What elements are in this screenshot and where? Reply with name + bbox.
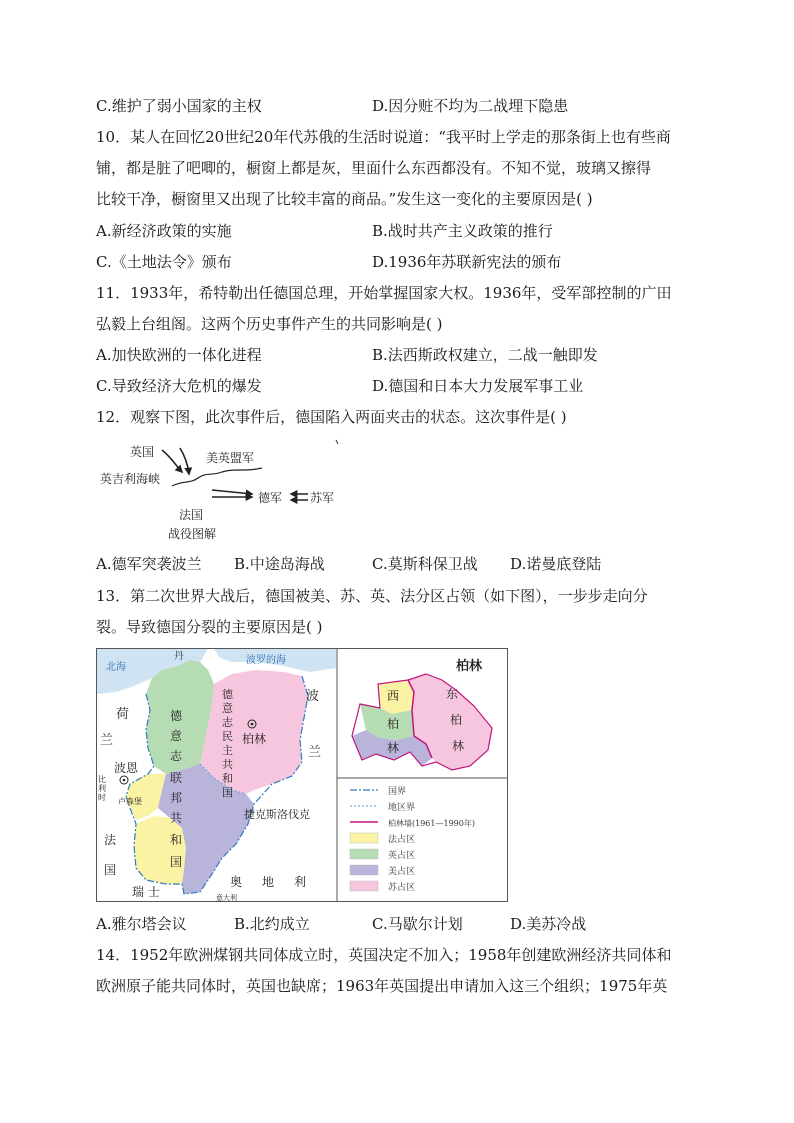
frg-char-5: 邦 (170, 791, 183, 805)
q10-option-c: C.《土地法令》颁布 (96, 253, 232, 271)
italy-label: 意大利 (216, 894, 237, 902)
allied-arrow-2 (180, 448, 189, 474)
q10-stem-line-2: 铺，都是脏了吧唧的，橱窗上都是灰，里面什么东西都没有。不知不觉，玻璃又擦得 (96, 159, 652, 177)
q13-stem-line-1: 13．第二次世界大战后，德国被美、苏、英、法分区占领（如下图），一步步走向分 (96, 587, 648, 605)
north-sea-label: 北海 (106, 662, 126, 673)
q13-option-d: D.美苏冷战 (510, 915, 587, 933)
german-label: 德军 (258, 491, 283, 505)
poland-label-2: 兰 (308, 745, 322, 760)
netherlands-label-1: 荷 (116, 707, 130, 722)
gdr-char-2: 意 (222, 702, 233, 715)
inset-east-bo: 柏 (450, 713, 463, 727)
q11-option-a: A.加快欧洲的一体化进程 (96, 346, 262, 364)
frg-char-8: 国 (170, 855, 183, 869)
allied-arrow-1 (162, 450, 182, 472)
inset-west-bo: 柏 (387, 717, 400, 731)
inset-west-lin: 林 (387, 741, 400, 755)
legend-soviet-zone-label: 苏占区 (388, 883, 416, 893)
frg-char-6: 共 (170, 811, 183, 825)
gdr-char-5: 主 (222, 744, 233, 757)
q10-stem-line-1: 10．某人在回忆20世纪20年代苏俄的生活时说道：“我平时上学走的那条街上也有些商 (96, 128, 671, 146)
france-label: 法国 (179, 508, 204, 522)
luxembourg-label: 卢森堡 (118, 797, 142, 806)
diagram-caption: 战役图解 (168, 527, 217, 541)
austria-char-2: 地 (262, 875, 275, 889)
legend-national-border-label: 国界 (388, 787, 407, 797)
legend-french-zone-swatch (350, 833, 378, 843)
inset-east-lin: 林 (452, 739, 465, 753)
q10-stem-line-3: 比较干净，橱窗里又出现了比较丰富的商品。”发生这一变化的主要原因是( ) (96, 190, 593, 208)
q13-option-c: C.马歇尔计划 (372, 915, 463, 933)
germany-occupation-map (96, 648, 508, 902)
belgium-char-1: 比 (98, 775, 106, 784)
legend-british-zone-swatch (350, 849, 378, 859)
inset-west-label: 西 (387, 689, 400, 703)
austria-char-1: 奥 (230, 875, 243, 889)
q11-option-c: C.导致经济大危机的爆发 (96, 377, 262, 395)
frg-char-3: 志 (170, 749, 183, 763)
gdr-label (222, 688, 234, 799)
bonn-label: 波恩 (114, 761, 139, 775)
q10-option-a: A.新经济政策的实施 (96, 222, 232, 240)
belgium-char-2: 利 (98, 784, 106, 793)
belgium-char-3: 时 (98, 793, 106, 802)
q14-stem-line-1: 14．1952年欧洲煤钢共同体成立时，英国决定不加入；1958年创建欧洲经济共同体和 (96, 946, 672, 964)
soviet-label: 苏军 (310, 491, 335, 505)
gdr-char-7: 和 (222, 772, 233, 785)
q13-stem-line-2: 裂。导致德国分裂的主要原因是( ) (96, 618, 323, 636)
france-label-2: 国 (104, 863, 117, 877)
q12-option-d: D.诺曼底登陆 (510, 555, 602, 573)
q9-option-d: D.因分赃不均为二战埋下隐患 (372, 97, 569, 115)
q12-option-a: A.德军突袭波兰 (96, 555, 202, 573)
czech-label: 捷克斯洛伐克 (244, 808, 310, 821)
netherlands-label-2: 兰 (100, 733, 114, 748)
legend-french-zone-label: 法占区 (388, 835, 416, 845)
q12-option-b: B.中途岛海战 (234, 555, 325, 573)
gdr-char-3: 志 (222, 716, 233, 729)
stray-mark (336, 440, 338, 444)
q10-option-b: B.战时共产主义政策的推行 (372, 222, 553, 240)
bonn-marker-dot (123, 779, 126, 782)
frg-char-4: 联 (170, 771, 183, 785)
q13-option-b: B.北约成立 (234, 915, 310, 933)
poland-label-1: 波 (306, 689, 320, 704)
french-zone-south (134, 816, 186, 884)
legend-british-zone-label: 英占区 (388, 851, 416, 861)
q11-option-d: D.德国和日本大力发展军事工业 (372, 377, 584, 395)
channel-label: 英吉利海峡 (100, 472, 161, 486)
german-arrow-1 (212, 490, 252, 494)
legend-american-zone-swatch (350, 865, 378, 875)
frg-char-2: 意 (170, 729, 183, 743)
q12-option-c: C.莫斯科保卫战 (372, 555, 478, 573)
berlin-marker-dot (251, 723, 254, 726)
legend-berlin-wall-label: 柏林墙(1961—1990年) (388, 819, 475, 828)
coastline (172, 468, 262, 486)
switzerland-label: 瑞 士 (132, 885, 160, 899)
legend-american-zone-label: 美占区 (388, 867, 416, 877)
france-label-1: 法 (104, 833, 117, 847)
legend-regional-border-label: 地区界 (388, 803, 416, 813)
austria-char-3: 利 (294, 875, 307, 889)
berlin-label: 柏林 (242, 732, 267, 746)
gdr-char-1: 德 (222, 688, 233, 701)
gdr-char-8: 国 (222, 786, 233, 799)
inset-title: 柏林 (456, 659, 483, 674)
q11-stem-line-1: 11．1933年，希特勒出任德国总理，开始掌握国家大权。1936年，受军部控制的广田 (96, 284, 672, 302)
england-label: 英国 (130, 445, 155, 459)
inset-east-label: 东 (446, 687, 459, 701)
battle-diagram (96, 436, 346, 546)
q9-option-c: C.维护了弱小国家的主权 (96, 97, 262, 115)
q12-stem: 12．观察下图，此次事件后，德国陷入两面夹击的状态。这次事件是( ) (96, 408, 567, 426)
legend-soviet-zone-swatch (350, 881, 378, 891)
q10-option-d: D.1936年苏联新宪法的颁布 (372, 253, 562, 271)
frg-char-7: 和 (170, 833, 183, 847)
q14-stem-line-2: 欧洲原子能共同体时，英国也缺席；1963年英国提出申请加入这三个组织；1975年英 (96, 977, 668, 995)
q11-stem-line-2: 弘毅上台组阁。这两个历史事件产生的共同影响是( ) (96, 315, 443, 333)
denmark-label: 丹 (174, 651, 184, 662)
allies-label: 美英盟军 (206, 451, 255, 465)
gdr-char-6: 共 (222, 758, 233, 771)
baltic-sea-label: 波罗的海 (246, 655, 286, 666)
frg-char-1: 德 (170, 709, 183, 723)
q13-option-a: A.雅尔塔会议 (96, 915, 187, 933)
gdr-char-4: 民 (222, 730, 233, 743)
q11-option-b: B.法西斯政权建立，二战一触即发 (372, 346, 598, 364)
